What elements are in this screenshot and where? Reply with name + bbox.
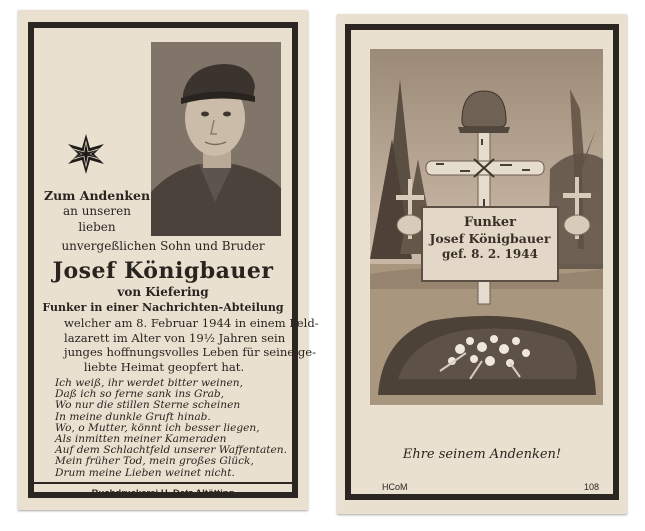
deceased-name: Josef Königbauer bbox=[52, 258, 274, 284]
memorial-heading: Zum Andenken bbox=[43, 188, 151, 203]
publisher-mark: HCoM bbox=[382, 482, 408, 492]
rank-unit: Funker in einer Nachrichten-Abteilung bbox=[42, 301, 284, 314]
poem-line: In meine dunkle Gruft hinab. bbox=[55, 410, 211, 423]
poem-line: Daß ich so ferne sank ins Grab, bbox=[55, 388, 225, 401]
divider bbox=[34, 482, 292, 484]
memorial-card-front bbox=[18, 10, 319, 510]
poem-line: Ich weiß, ihr werdet bitter weinen, bbox=[55, 377, 243, 389]
poem-line: Wo nur die stillen Sterne scheinen bbox=[55, 399, 241, 412]
memorial-line-3: lieben bbox=[78, 220, 116, 234]
soldier-portrait bbox=[151, 42, 281, 236]
poem-line: Wo, o Mutter, könnt ich besser liegen, bbox=[55, 421, 260, 434]
printer-credit: Buchdruckerei H. Datz Altötting bbox=[91, 488, 235, 499]
obituary-line: liebte Heimat geopfert hat. bbox=[83, 359, 245, 374]
poem-line: Mein früher Tod, mein großes Glück, bbox=[55, 455, 254, 468]
obituary-line: junges hoffnungsvolles Leben für seine ge- bbox=[64, 345, 317, 359]
iron-cross-icon bbox=[64, 132, 108, 176]
card-number: 108 bbox=[584, 482, 600, 492]
memorial-line-2: an unseren bbox=[63, 204, 131, 218]
memorial-card-back bbox=[337, 14, 627, 514]
obituary-line: welcher am 8. Februar 1944 in einem Feld- bbox=[64, 316, 319, 330]
plaque-rank: Funker bbox=[463, 215, 517, 230]
relation-line: unvergeßlichen Sohn und Bruder bbox=[61, 239, 265, 253]
poem-line: Als inmitten meiner Kameraden bbox=[55, 433, 227, 446]
plaque-date: gef. 8. 2. 1944 bbox=[442, 247, 538, 261]
plaque-name: Josef Königbauer bbox=[429, 231, 551, 246]
grave-plaque bbox=[422, 207, 558, 281]
obituary-text bbox=[64, 316, 319, 374]
obituary-line: lazarett im Alter von 19½ Jahren sein bbox=[64, 330, 286, 345]
poem-line: Drum meine Lieben weinet nicht. bbox=[55, 466, 235, 479]
memorial-motto: Ehre seinem Andenken! bbox=[402, 447, 562, 462]
memorial-poem bbox=[55, 378, 285, 479]
hometown: von Kiefering bbox=[117, 285, 209, 299]
poem-line: Auf dem Schlachtfeld unserer Waffentaten. bbox=[55, 444, 287, 457]
